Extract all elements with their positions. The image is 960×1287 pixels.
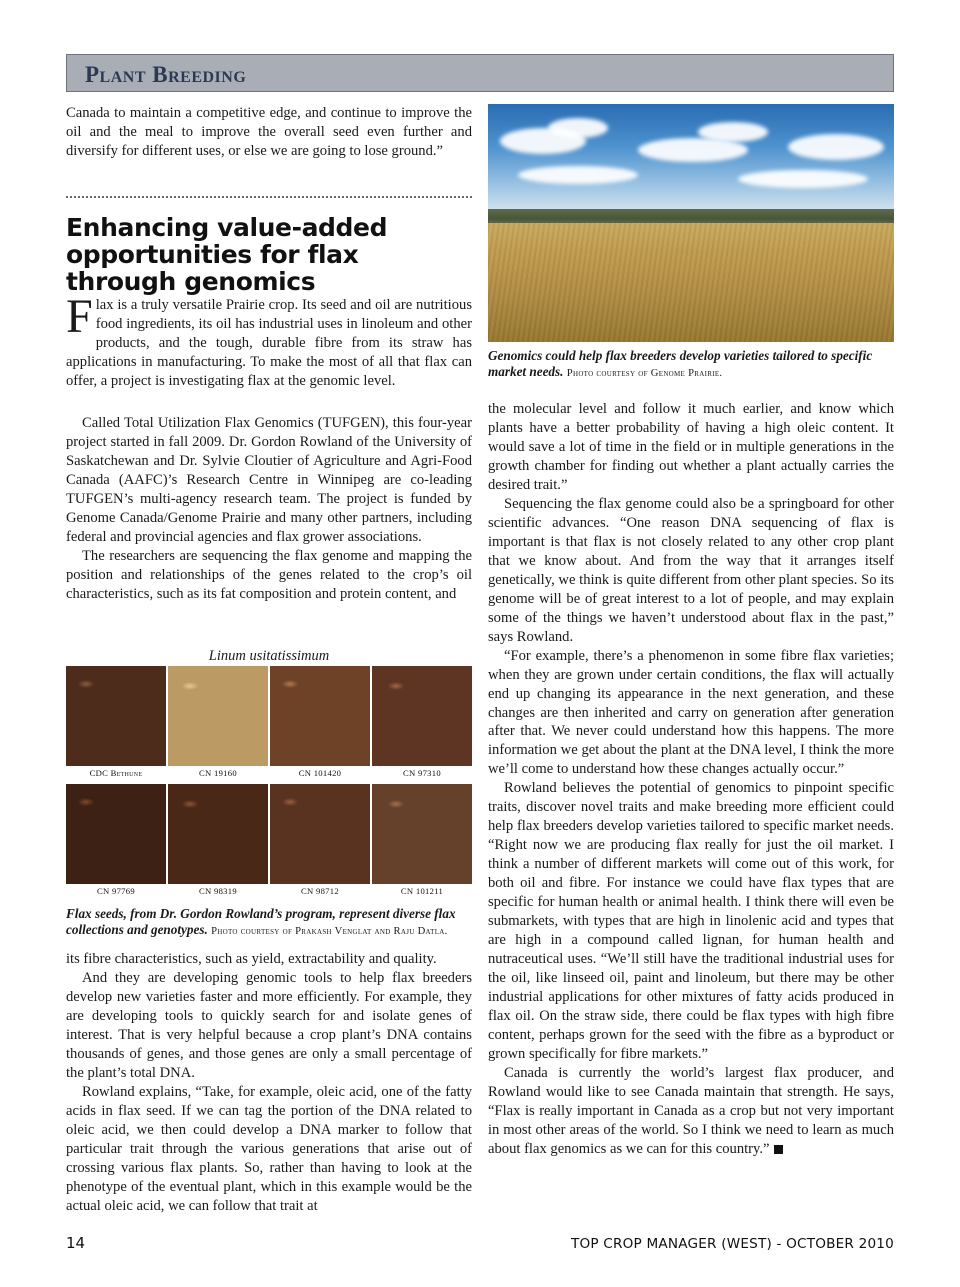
cloud-shape bbox=[548, 118, 608, 138]
seed-label: CN 98712 bbox=[301, 886, 339, 896]
photo-caption bbox=[488, 348, 894, 381]
left-column-body-bottom bbox=[66, 950, 472, 1216]
paragraph-r5 bbox=[488, 1064, 894, 1159]
seed-image-cell bbox=[270, 666, 370, 766]
paragraph-3: The researchers are sequencing the flax genome and mapping the position and relationships of the genes related to the crop’s oil characteristics, such as its fat composition and protein content, and bbox=[66, 547, 472, 602]
field-photo bbox=[488, 104, 894, 342]
seed-row-2-labels bbox=[66, 886, 472, 896]
paragraph-intro: Canada to maintain a competitive edge, and continue to improve the oil and the meal to improve the overall seed even further and diversify for different uses, or else we are going to lose ground.” bbox=[66, 105, 472, 159]
paragraph-r1: the molecular level and follow it much earlier, and know which plants have a better probability of having a high oleic content. It would save a lot of time in the field or in multiple generations in the growth chamber for finding out whether a plant actually carries the desired trait.” bbox=[488, 401, 894, 493]
cloud-shape bbox=[698, 122, 768, 142]
seed-image-cell bbox=[66, 666, 166, 766]
seed-label: CN 101420 bbox=[298, 768, 342, 778]
paragraph-r4: Rowland believes the potential of genomics to pinpoint specific traits, discover novel traits and make breeding more efficient could help flax breeders develop varieties tailored to specific market needs. “Right now we are producing flax really for just the oil market. I think a number of different markets will come out of this work, for both oil and fibre. For instance we could have flax types that are specific for human health or animal health. I think there will even be submarkets, with types that are high in linolenic acid and types that are high in a compound called lignan, for human health and nutraceutical uses. “We’ll still have the traditional industrial uses for the oil, like linseed oil, paint and linoleum, but there may be other industrial applications for other mixtures of fatty acids produced in flax oil. On the straw side, there could be flax types with high fibre content, perhaps grown for the seed with the fibre as a byproduct or grown specifically for fibre markets.” bbox=[488, 780, 894, 1062]
publication-footer: TOP CROP MANAGER (WEST) - OCTOBER 2010 bbox=[570, 1236, 894, 1252]
seed-row-1-labels bbox=[66, 768, 472, 778]
paragraph-5: And they are developing genomic tools to help flax breeders develop new varieties faster and more efficiently. For example, they are developing tools to quickly search for and isolate genes of interest. That is very helpful because a crop plant’s DNA contains thousands of genes, and those genes are only a small percentage of the plant’s total DNA. bbox=[66, 969, 472, 1081]
seed-label: CN 97310 bbox=[403, 768, 441, 778]
left-column-body-top bbox=[66, 414, 472, 604]
seed-row-2 bbox=[66, 784, 472, 884]
left-column-intro bbox=[66, 104, 472, 161]
seed-label: CDC Bethune bbox=[89, 768, 143, 778]
paragraph-4: its fibre characteristics, such as yield, extractability and quality. bbox=[66, 951, 437, 967]
photo-caption-text: Genomics could help flax breeders develop varieties tailored to specific market needs. bbox=[488, 348, 873, 380]
seed-label: CN 101211 bbox=[400, 886, 444, 896]
paragraph-6: Rowland explains, “Take, for example, oleic acid, one of the fatty acids in flax seed. If we can tag the portion of the DNA related to oleic acid, we then could develop a DNA marker to follow that particular trait through the various generations that arise out of crossing various flax plants. So, rather than having to look at the phenotype of the eventual plant, which in this example would be the actual oleic acid, we can follow that trait at bbox=[66, 1083, 472, 1214]
seed-label: CN 97769 bbox=[97, 886, 135, 896]
seed-image-cell bbox=[168, 666, 268, 766]
cloud-shape bbox=[518, 166, 638, 184]
section-title: Plant Breeding bbox=[85, 62, 247, 87]
paragraph-1: lax is a truly versatile Prairie crop. Its seed and oil are nutritious food ingredients, its oil has industrial uses in linoleum and other products, and the tough, durable fibre from its straw has applications in manufacturing. To make the most of all that flax can offer, a project is investigating flax at the genomic level. bbox=[66, 297, 472, 389]
section-header-band bbox=[66, 54, 894, 92]
seed-figure bbox=[66, 666, 472, 902]
figure-credit: Photo courtesy of Prakash Venglat and Raju Datla. bbox=[211, 926, 448, 938]
photo-credit: Photo courtesy of Genome Prairie. bbox=[566, 368, 723, 380]
seed-image-cell bbox=[372, 666, 472, 766]
cloud-shape bbox=[738, 170, 868, 188]
dropcap-paragraph-block bbox=[66, 290, 472, 391]
seed-label: CN 19160 bbox=[199, 768, 237, 778]
drop-cap: F bbox=[66, 290, 93, 343]
seed-image-cell bbox=[168, 784, 268, 884]
paragraph-r5-text: Canada is currently the world’s largest flax producer, and Rowland would like to see Canada maintain that strength. He says, “Flax is really important in Canada as a crop but not very important in most other areas of the world. So I think we need to learn as much about flax genomics as we can for this country.” bbox=[488, 1064, 894, 1157]
paragraph-r3: “For example, there’s a phenomenon in some fibre flax varieties; when they are grown under certain conditions, the flax will actually end up changing its appearance in the next generation, and these changes are then inherited and carry on generation after generation after that. We never could understand how this happens. The more information we get about the plant at the DNA level, I think the more we’ll come to understand how these changes actually occur.” bbox=[488, 647, 894, 778]
dotted-divider bbox=[66, 196, 472, 198]
paragraph-2: Called Total Utilization Flax Genomics (TUFGEN), this four-year project started in fall 2009. Dr. Gordon Rowland of the University of Saskatchewan and Dr. Sylvie Cloutier of Agriculture and Agri-Food Canada (AAFC)’s Research Centre in Winnipeg are co-leading TUFGEN’s multi-agency research team. The project is funded by Genome Canada/Genome Prairie and many other partners, including federal and provincial agencies and flax grower associations. bbox=[66, 415, 472, 545]
seed-row-1 bbox=[66, 666, 472, 766]
figure-caption bbox=[66, 906, 472, 939]
figure-caption-text: Flax seeds, from Dr. Gordon Rowland’s program, represent diverse flax collections and genotypes. bbox=[66, 906, 456, 938]
right-column-body bbox=[488, 400, 894, 1159]
cloud-shape bbox=[788, 134, 884, 160]
seed-image-cell bbox=[372, 784, 472, 884]
photo-flax-field bbox=[488, 223, 894, 342]
paragraph-r2: Sequencing the flax genome could also be a springboard for other scientific advances. “One reason DNA sequencing of flax is important is that flax is not closely related to any other crop plant that we know about. And from the way that it arranges itself genetically, we think is quite different from other plant species. So its genome will be of great interest to a lot of people, and may explain some of the things we haven’t understood about flax in the past,” says Rowland. bbox=[488, 495, 894, 645]
seed-image-cell bbox=[270, 784, 370, 884]
seed-label: CN 98319 bbox=[199, 886, 237, 896]
seed-image-cell bbox=[66, 784, 166, 884]
article-headline: Enhancing value-added opportunities for flax through genomics bbox=[66, 213, 388, 296]
page-number: 14 bbox=[66, 1234, 86, 1252]
figure-title: Linum usitatissimum bbox=[208, 648, 330, 664]
end-mark-icon bbox=[774, 1145, 783, 1154]
